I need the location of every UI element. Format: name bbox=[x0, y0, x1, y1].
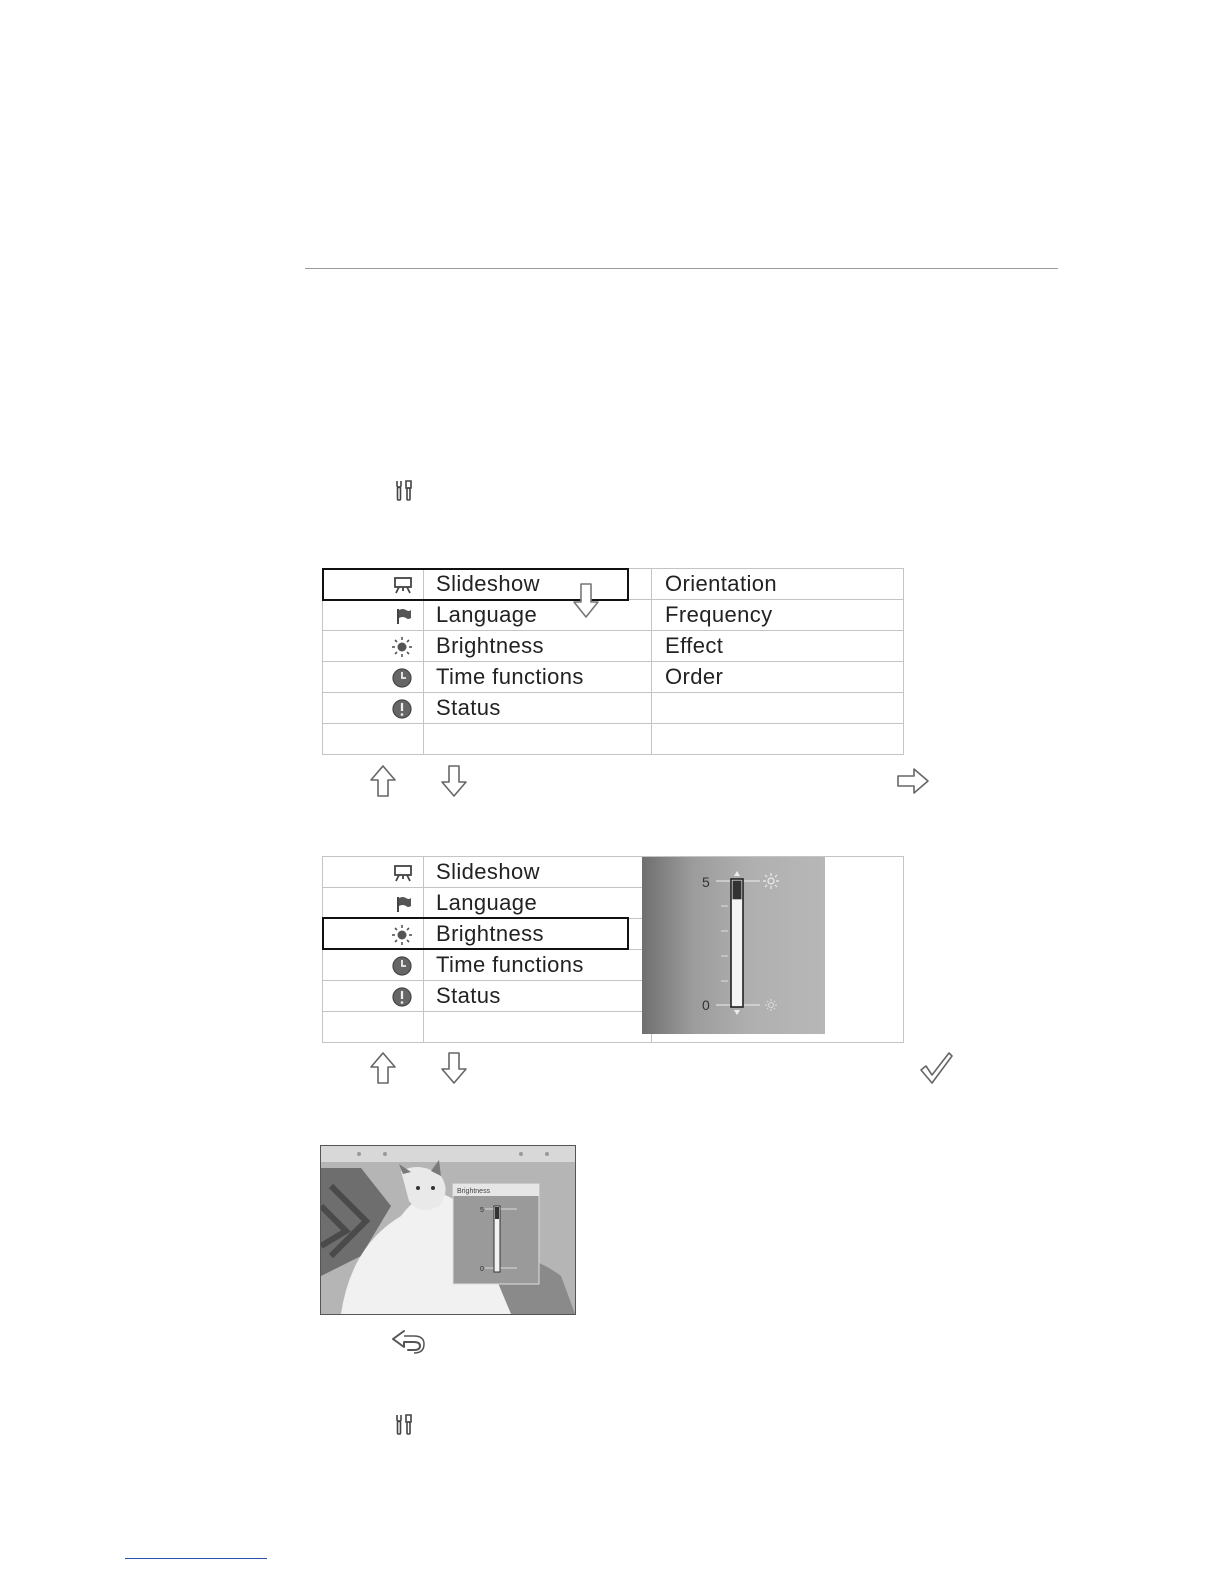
slider-min-label: 0 bbox=[702, 997, 710, 1013]
menu-label: Status bbox=[424, 693, 652, 724]
overlay-title: Brightness bbox=[457, 1188, 491, 1195]
overlay-max-label: 5 bbox=[480, 1207, 484, 1214]
menu-label: Slideshow bbox=[424, 857, 652, 888]
overlay-min-label: 0 bbox=[480, 1266, 484, 1273]
footer-link-underline bbox=[125, 1558, 267, 1559]
menu-label: Language bbox=[424, 888, 652, 919]
back-icon[interactable] bbox=[390, 1328, 426, 1354]
arrow-down-icon[interactable] bbox=[440, 1051, 468, 1085]
menu-row-empty bbox=[323, 724, 904, 755]
menu-label: Language bbox=[424, 600, 652, 631]
info-icon bbox=[391, 698, 413, 720]
menu-label: Brightness bbox=[424, 631, 652, 662]
menu-row-time-functions[interactable] bbox=[323, 662, 904, 693]
header-divider bbox=[305, 268, 1058, 269]
clock-icon bbox=[391, 667, 413, 689]
menu-label: Slideshow bbox=[424, 569, 652, 600]
submenu-item[interactable]: Effect bbox=[652, 631, 904, 662]
arrow-up-icon[interactable] bbox=[369, 1051, 397, 1085]
sun-bright-icon bbox=[763, 873, 779, 889]
slider-max-label: 5 bbox=[702, 874, 710, 890]
settings-tools-icon bbox=[393, 478, 419, 504]
menu-row-status[interactable] bbox=[323, 693, 904, 724]
settings-menu-main bbox=[322, 568, 904, 755]
flag-icon bbox=[395, 895, 413, 913]
arrow-down-icon[interactable] bbox=[440, 764, 468, 798]
menu-row-language[interactable] bbox=[323, 600, 904, 631]
sun-icon bbox=[391, 636, 413, 658]
submenu-item[interactable]: Order bbox=[652, 662, 904, 693]
menu-label: Time functions bbox=[424, 662, 652, 693]
arrow-up-icon[interactable] bbox=[369, 764, 397, 798]
info-icon bbox=[391, 986, 413, 1008]
photo-frame-preview bbox=[320, 1145, 576, 1315]
menu-row-slideshow[interactable] bbox=[323, 569, 904, 600]
slideshow-icon bbox=[393, 864, 413, 882]
sun-icon bbox=[391, 924, 413, 946]
arrow-down-icon bbox=[572, 582, 600, 620]
brightness-slider-panel bbox=[642, 857, 825, 1034]
checkmark-icon[interactable] bbox=[918, 1050, 954, 1086]
submenu-item bbox=[652, 693, 904, 724]
brightness-level-fill bbox=[733, 881, 742, 900]
brightness-slider[interactable] bbox=[642, 857, 825, 1034]
menu-row-brightness[interactable] bbox=[323, 631, 904, 662]
clock-icon bbox=[391, 955, 413, 977]
sun-dim-icon bbox=[765, 999, 777, 1011]
cat-photo bbox=[321, 1146, 575, 1314]
flag-icon bbox=[395, 607, 413, 625]
settings-tools-icon bbox=[393, 1412, 419, 1438]
slideshow-icon bbox=[393, 576, 413, 594]
arrow-right-icon[interactable] bbox=[896, 767, 930, 795]
menu-label: Time functions bbox=[424, 950, 652, 981]
submenu-item[interactable]: Orientation bbox=[652, 569, 904, 600]
menu-label: Brightness bbox=[424, 919, 652, 950]
menu-label: Status bbox=[424, 981, 652, 1012]
submenu-item[interactable]: Frequency bbox=[652, 600, 904, 631]
